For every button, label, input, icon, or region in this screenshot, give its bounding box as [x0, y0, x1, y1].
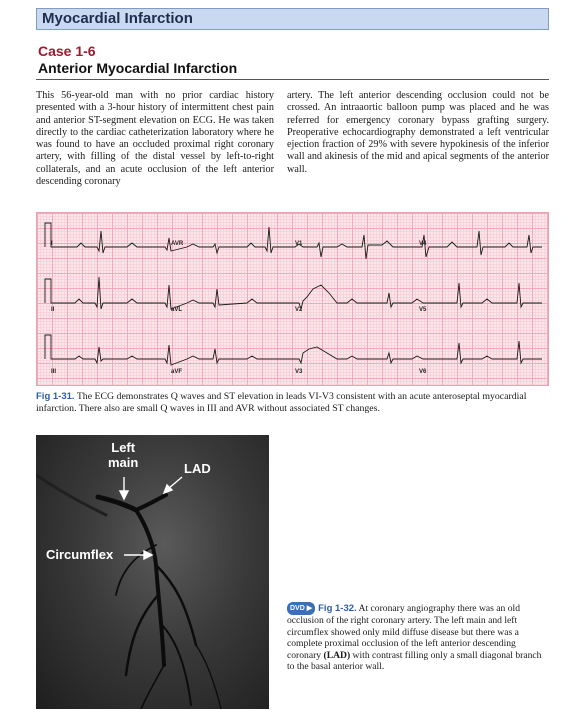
lead-label-V6: V6 — [419, 369, 427, 375]
fig-1-32-text-a: At coronary angiography there was an old occlusion of the right coronary artery. The left main and left circumflex showed only mild diffuse disease but there was a complete proximal occlusion of the left anterior descending coronary — [287, 603, 520, 661]
small-branch-2 — [141, 665, 164, 709]
catheter-line — [36, 475, 106, 515]
label-left-main-line-2: main — [108, 455, 139, 470]
lead-label-II: II — [51, 307, 55, 313]
body-text-column-2: artery. The left anterior descending occlusion could not be crossed. An intraaortic balloon pump was placed and he was referred for emergency coronary bypass grafting surgery. Preoperative echocardiography demonstrated a left ventricular ejection fraction of 29% with severe hypokinesis of the inferior wall and akinesis of the mid and apical segments of the anterior wall. — [287, 90, 549, 175]
fig-1-31-caption — [36, 391, 549, 414]
fig-1-32-caption — [287, 602, 549, 672]
fig-1-32-text-b: with contrast filling only a small diagonal branch to the basal anterior wall. — [287, 649, 542, 673]
title-divider — [36, 79, 549, 80]
angiogram-vessels — [36, 435, 269, 709]
lead-label-aVL: aVL — [171, 307, 183, 313]
lead-label-V3: V3 — [295, 369, 303, 375]
label-circumflex: Circumflex — [46, 547, 114, 562]
case-title: Anterior Myocardial Infarction — [38, 60, 238, 76]
lead-label-AVR: AVR — [171, 241, 184, 247]
label-left-main — [108, 440, 138, 470]
fig-1-31-number: Fig 1-31. — [36, 391, 75, 402]
lead-label-V4: V4 — [419, 241, 427, 247]
fig-1-31-text: The ECG demonstrates Q waves and ST elevation in leads VI-V3 consistent with an acute anteroseptal myocardial infarction. There also are small Q waves in III and AVR without associated ST changes. — [36, 391, 527, 414]
circumflex-arrow-head — [144, 551, 152, 559]
ecg-row-3-trace — [45, 335, 542, 365]
lead-label-V5: V5 — [419, 307, 427, 313]
angiogram-image — [36, 435, 269, 709]
marginal-branch-2 — [162, 625, 191, 705]
label-lad: LAD — [184, 461, 211, 476]
ecg-row-1-trace — [45, 223, 542, 259]
ecg-row-2-trace — [45, 277, 542, 309]
section-title: Myocardial Infarction — [42, 10, 193, 27]
small-branch-1 — [116, 545, 156, 595]
marginal-branch-1 — [126, 595, 158, 675]
case-label: Case 1-6 — [38, 43, 96, 59]
fig-1-32-bold-term: (LAD) — [323, 649, 351, 661]
lead-label-V2: V2 — [295, 307, 303, 313]
play-arrow-icon: ▶ — [306, 605, 313, 612]
lad-stump — [136, 495, 166, 510]
circumflex-vessel — [136, 510, 164, 665]
label-left-main-line-1: Left — [111, 440, 136, 455]
section-header — [36, 8, 549, 30]
ecg-strip — [36, 212, 549, 386]
lead-label-V1: V1 — [295, 241, 303, 247]
lead-label-III: III — [51, 369, 57, 375]
lead-label-aVF: aVF — [171, 369, 183, 375]
left-main-vessel — [98, 497, 136, 510]
dvd-badge-label: DVD — [290, 605, 305, 612]
left-main-arrow-head — [120, 491, 128, 499]
body-text-column-1: This 56-year-old man with no prior cardiac history presented with a 3-hour history of intermittent chest pain and anterior ST-segment elevation on ECG. He was taken directly to the cardiac catheterization laboratory where he was found to have an occluded proximal right coronary artery, with filling of the distal vessel by left-to-right collaterals, and an acute occlusion of the left anterior descending coronary — [36, 90, 274, 188]
fig-1-32-number: Fig 1-32. — [318, 603, 357, 614]
lead-label-I: I — [51, 241, 53, 247]
distal-branch — [196, 645, 221, 709]
ecg-traces — [37, 213, 550, 387]
dvd-badge[interactable] — [287, 602, 315, 615]
